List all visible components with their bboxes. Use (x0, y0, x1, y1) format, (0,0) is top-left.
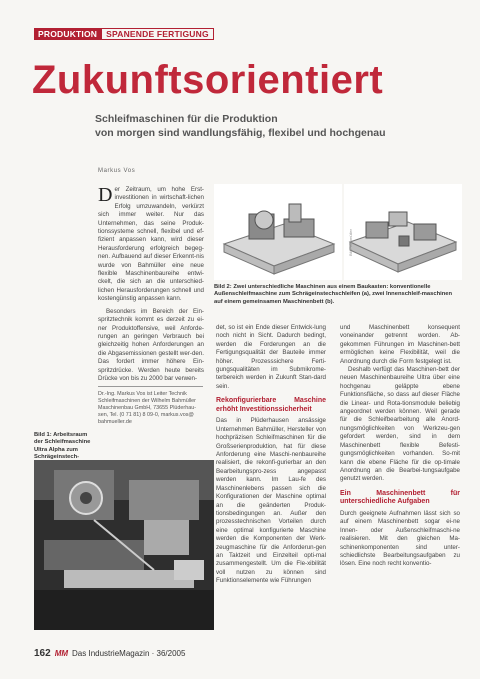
dropcap: D (98, 184, 113, 206)
section-tag: PRODUKTION (34, 28, 101, 40)
col3-paragraph-2: Deshalb verfügt das Maschinen-bett der neuen Maschinenbaureihe Ultra über eine hochgenau geläppte ebene Funktionsfläche, so dass auf dieser Fläche die Linear- und Rota-tionsmodule beliebig angeordnet werden können. Weil gerade für die Schleifbearbeitung alle Anord-nungsmöglichkeiten von Werkzeu-gen gefordert werden, sind in dem Maschinenbett flexible Befesti-gungsmöglichkeiten vorhanden. So-mit kann die ebene Fläche für die op-timale Anordnung an die Bearbei-tungsaufgabe genutzt werden. (340, 366, 460, 483)
column-2 (216, 324, 326, 586)
col3-paragraph-3: Durch geeignete Aufnahmen lässt sich so auf einem Maschinenbett sogar ei-ne Innen- oder Außenschleifmaschi-ne realisieren. Mit den gleichen Ma-schinenkomponenten sind unter-schiedlichste Bearbeitungsaufgaben zu lösen. Eine noch recht konventio- (340, 509, 460, 568)
subtitle-line-2: von morgen sind wandlungsfähig, flexibel und hochgenau (95, 127, 386, 139)
col2-paragraph-1: det, so ist ein Ende dieser Entwick-lung noch nicht in Sicht. Dadurch bedingt, werden die Forderungen an die Fertigungsqualität der Bauteile immer höher. Prozesssichere Ferti-gungsqualitäten im Submikrome-terbereich werden in Zukunft Stan-dard sein. (216, 324, 326, 390)
col1-paragraph-2: Besonders im Bereich der Ein-spritztechnik kommt es derzeit zu ei-ner Produktoffensive, weil Anforde-rungen an geringen Verbrauch bei gleichzeitig hohen Anforderungen an die Abgasemissionen gestellt wer-den. Das fordert immer höhere Ein-spritzdrücke. Werden heute bereits Drücke von bis zu 2000 bar verwen- (98, 307, 204, 382)
col3-subheading: Ein Maschinenbett für unterschiedliche Aufgaben (340, 489, 460, 506)
caption-figure-2: Bild 2: Zwei unterschiedliche Maschinen aus einem Baukasten: konventionelle Außenschleifmaschine zum Schrägeinstechschleifen (a), zwei Innenschleif-maschinen auf einem gemeinsamen Maschinenbett (b). (214, 284, 453, 305)
col2-subheading: Rekonfigurierbare Maschine erhöht Investitionssicherheit (216, 397, 326, 413)
author-byline: Markus Vos (98, 168, 136, 174)
col3-paragraph-1: und Maschinenbett konsequent voneinander getrennt worden. Ab-gekommen Führungen im Maschinen-bett ermöglichen keine Flexibilität, weil die Anordnung durch die Form festgelegt ist. (340, 324, 460, 365)
subsection-tag: SPANENDE FERTIGUNG (101, 28, 214, 40)
col1-paragraph-1: Der Zeitraum, um hohe Erst-investitionen in wirtschaft-lichen Erfolg umzuwandeln, verkürzt sich immer weiter. Nur das Unternehmen, das seine Produk-tionssysteme schnell, flexibel und ef-fizient anpassen kann, wird dieser Herausforderung erfolgreich begeg-nen. Aufbauend auf dieser Erkennt-nis wurde von Bahmüller eine neue flexible Maschinenbaureihe entwi-ckelt, die sich an die unterschied-lichen Herausforderungen schnell und kostengünstig anpassen kann. (98, 184, 204, 303)
column-1 (98, 186, 204, 383)
figure-2b-machine-drawing (344, 184, 462, 280)
section-header (34, 28, 214, 40)
magazine-logo: MM (54, 649, 69, 658)
figure-2a-machine-drawing (214, 184, 342, 280)
caption-figure-1: Bild 1: Arbeitsraum der Schleifmaschine Ultra Alpha zum Schrägeinstech- (34, 432, 91, 461)
column-3 (340, 324, 460, 569)
magazine-issue: Das IndustrieMagazin · 36/2005 (72, 649, 186, 658)
subtitle-line-1: Schleifmaschinen für die Produktion (95, 113, 278, 125)
article-subtitle (95, 112, 386, 140)
article-title: Zukunftsorientiert (32, 58, 384, 102)
page-number: 162 (34, 648, 51, 659)
author-bio: Dr.-Ing. Markus Vos ist Leiter Technik Schleifmaschinen der Wilhelm Bahmüller Maschinenbau GmbH, 73655 Plüderhau-sen, Tel. (0 71 81) 8 09-0, markus.vos@ bahmueller.de (98, 386, 203, 426)
page-footer (34, 648, 185, 659)
col2-paragraph-2: Das in Plüderhausen ansässige Unternehmen Bahmüller, Hersteller von hochpräzisen Schleifmaschinen für die Großserienproduktion, hat für diese Anforderung eine Maschi-nenbaureihe realisiert, die rekonfi-gurierbar an den Bearbeitungspro-zess angepasst werden kann. Im Lau-fe des Maschinenlebens passen sich die Konfigurationen der Maschine optimal an die geänderten Produk-tionsbedingungen an. Außer den prozesstechnischen Vorteilen durch eine optimal konfigurierte Maschine werden die Komponenten der Werk-zeugmaschine für die Anforderun-gen an Taktzeit und Einzelteil opti-mal zusammengestellt. Um die Fle-xibilität voll nutzen zu können sind Funktionselemente wie Führungen (216, 417, 326, 585)
figure-1-photo (34, 460, 214, 630)
image-credit: Bild: Bahmüller (348, 229, 353, 256)
